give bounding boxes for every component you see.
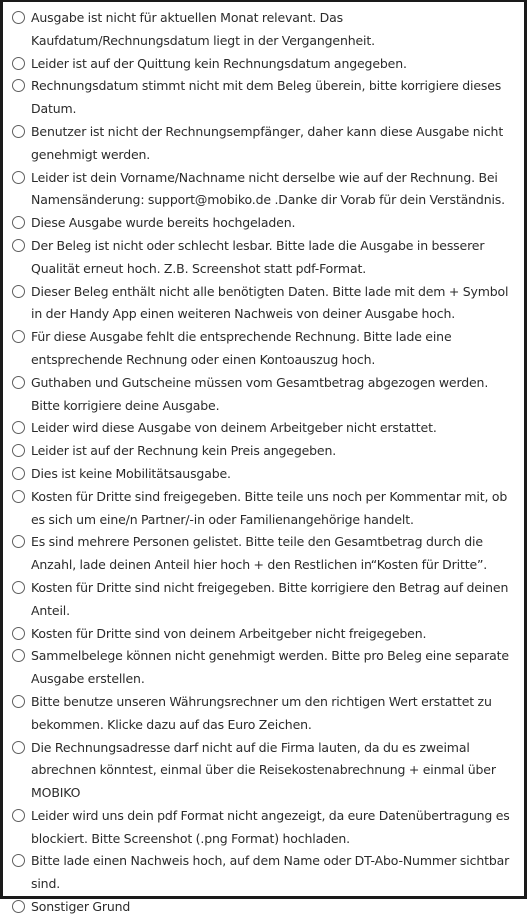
radio-button[interactable] xyxy=(12,854,25,867)
radio-button[interactable] xyxy=(12,125,25,138)
reason-option-9[interactable] xyxy=(3,326,524,372)
radio-button[interactable] xyxy=(12,490,25,503)
reason-option-13[interactable] xyxy=(3,463,524,486)
reason-label[interactable]: Der Beleg ist nicht oder schlecht lesbar. Bitte lade die Ausgabe in besserer Qualität erneut hoch. Z.B. Screenshot statt pdf-Format. xyxy=(31,237,485,276)
radio-button[interactable] xyxy=(12,535,25,548)
radio-button[interactable] xyxy=(12,421,25,434)
radio-button[interactable] xyxy=(12,376,25,389)
reason-option-23[interactable] xyxy=(3,896,524,919)
reason-label[interactable]: Guthaben und Gutscheine müssen vom Gesamtbetrag abgezogen werden. Bitte korrigiere deine Ausgabe. xyxy=(31,374,489,413)
reason-option-14[interactable] xyxy=(3,486,524,532)
reason-label[interactable]: Leider wird diese Ausgabe von deinem Arbeitgeber nicht erstattet. xyxy=(31,420,437,436)
reason-option-1[interactable] xyxy=(3,7,524,53)
radio-button[interactable] xyxy=(12,467,25,480)
reason-option-4[interactable] xyxy=(3,121,524,167)
radio-button[interactable] xyxy=(12,809,25,822)
radio-button[interactable] xyxy=(12,741,25,754)
reason-label[interactable]: Diese Ausgabe wurde bereits hochgeladen. xyxy=(31,215,296,231)
reason-label[interactable]: Leider ist auf der Rechnung kein Preis angegeben. xyxy=(31,443,337,459)
reason-option-18[interactable] xyxy=(3,645,524,691)
radio-button[interactable] xyxy=(12,444,25,457)
radio-button[interactable] xyxy=(12,330,25,343)
reason-option-15[interactable] xyxy=(3,531,524,577)
reason-label[interactable]: Sonstiger Grund xyxy=(31,899,131,915)
radio-button[interactable] xyxy=(12,11,25,24)
reason-label[interactable]: Bitte benutze unseren Währungsrechner um den richtigen Wert erstattet zu bekommen. Klicke dazu auf das Euro Zeichen. xyxy=(31,693,492,732)
radio-button[interactable] xyxy=(12,57,25,70)
reason-option-2[interactable] xyxy=(3,53,524,76)
reason-label[interactable]: Leider ist dein Vorname/Nachname nicht derselbe wie auf der Rechnung. Bei Namensänderung: support@mobiko.de .Danke dir Vorab für dein Verständnis. xyxy=(31,169,505,208)
reason-label[interactable]: Die Rechnungsadresse darf nicht auf die Firma lauten, da du es zweimal abrechnen könntest, einmal über die Reisekostenabrechnung + einmal über MOBIKO xyxy=(31,739,496,801)
reason-label[interactable]: Rechnungsdatum stimmt nicht mit dem Beleg überein, bitte korrigiere dieses Datum. xyxy=(31,78,502,117)
reason-label[interactable]: Kosten für Dritte sind von deinem Arbeitgeber nicht freigegeben. xyxy=(31,625,427,641)
reason-option-16[interactable] xyxy=(3,577,524,623)
reason-label[interactable]: Sammelbelege können nicht genehmigt werden. Bitte pro Beleg eine separate Ausgabe erstellen. xyxy=(31,648,509,687)
radio-button[interactable] xyxy=(12,216,25,229)
reason-option-10[interactable] xyxy=(3,372,524,418)
reason-option-19[interactable] xyxy=(3,691,524,737)
reason-option-8[interactable] xyxy=(3,281,524,327)
radio-button[interactable] xyxy=(12,900,25,913)
reason-option-12[interactable] xyxy=(3,440,524,463)
reason-option-21[interactable] xyxy=(3,805,524,851)
reason-option-7[interactable] xyxy=(3,235,524,281)
reason-option-6[interactable] xyxy=(3,212,524,235)
reason-option-5[interactable] xyxy=(3,167,524,213)
radio-button[interactable] xyxy=(12,581,25,594)
radio-button[interactable] xyxy=(12,695,25,708)
reason-option-11[interactable] xyxy=(3,417,524,440)
reason-label[interactable]: Leider ist auf der Quittung kein Rechnungsdatum angegeben. xyxy=(31,55,407,71)
rejection-reason-list xyxy=(3,2,524,919)
reason-label[interactable]: Ausgabe ist nicht für aktuellen Monat relevant. Das Kaufdatum/Rechnungsdatum liegt in der Vergangenheit. xyxy=(31,10,375,48)
radio-button[interactable] xyxy=(12,79,25,92)
reason-label[interactable]: Dieser Beleg enthält nicht alle benötigten Daten. Bitte lade mit dem + Symbol in der Handy App einen weiteren Nachweis von deiner Ausgabe hoch. xyxy=(31,283,509,322)
reason-option-22[interactable] xyxy=(3,850,524,896)
reason-option-20[interactable] xyxy=(3,737,524,805)
reason-label[interactable]: Bitte lade einen Nachweis hoch, auf dem Name oder DT-Abo-Nummer sichtbar sind. xyxy=(31,853,510,892)
reason-label[interactable]: Für diese Ausgabe fehlt die entsprechende Rechnung. Bitte lade eine entsprechende Rechnung oder einen Kontoauszug hoch. xyxy=(31,329,452,367)
reason-label[interactable]: Dies ist keine Mobilitätsausgabe. xyxy=(31,465,231,481)
radio-button[interactable] xyxy=(12,649,25,662)
reason-option-17[interactable] xyxy=(3,623,524,646)
reason-label[interactable]: Leider wird uns dein pdf Format nicht angezeigt, da eure Datenübertragung es blockiert. Bitte Screenshot (.png Format) hochladen. xyxy=(31,807,510,846)
radio-button[interactable] xyxy=(12,239,25,252)
reason-label[interactable]: Kosten für Dritte sind nicht freigegeben. Bitte korrigiere den Betrag auf deinen Anteil. xyxy=(31,579,509,618)
reason-label[interactable]: Benutzer ist nicht der Rechnungsempfänger, daher kann diese Ausgabe nicht genehmigt werden. xyxy=(31,123,504,162)
radio-button[interactable] xyxy=(12,285,25,298)
radio-button[interactable] xyxy=(12,171,25,184)
radio-button[interactable] xyxy=(12,627,25,640)
reason-label[interactable]: Es sind mehrere Personen gelistet. Bitte teile den Gesamtbetrag durch die Anzahl, lade deinen Anteil hier hoch + den Restlichen in“Kosten für Dritte”. xyxy=(31,534,488,573)
reason-label[interactable]: Kosten für Dritte sind freigegeben. Bitte teile uns noch per Kommentar mit, ob es sich um eine/n Partner/-in oder Familienangehörige handelt. xyxy=(31,488,508,527)
reason-option-3[interactable] xyxy=(3,75,524,121)
